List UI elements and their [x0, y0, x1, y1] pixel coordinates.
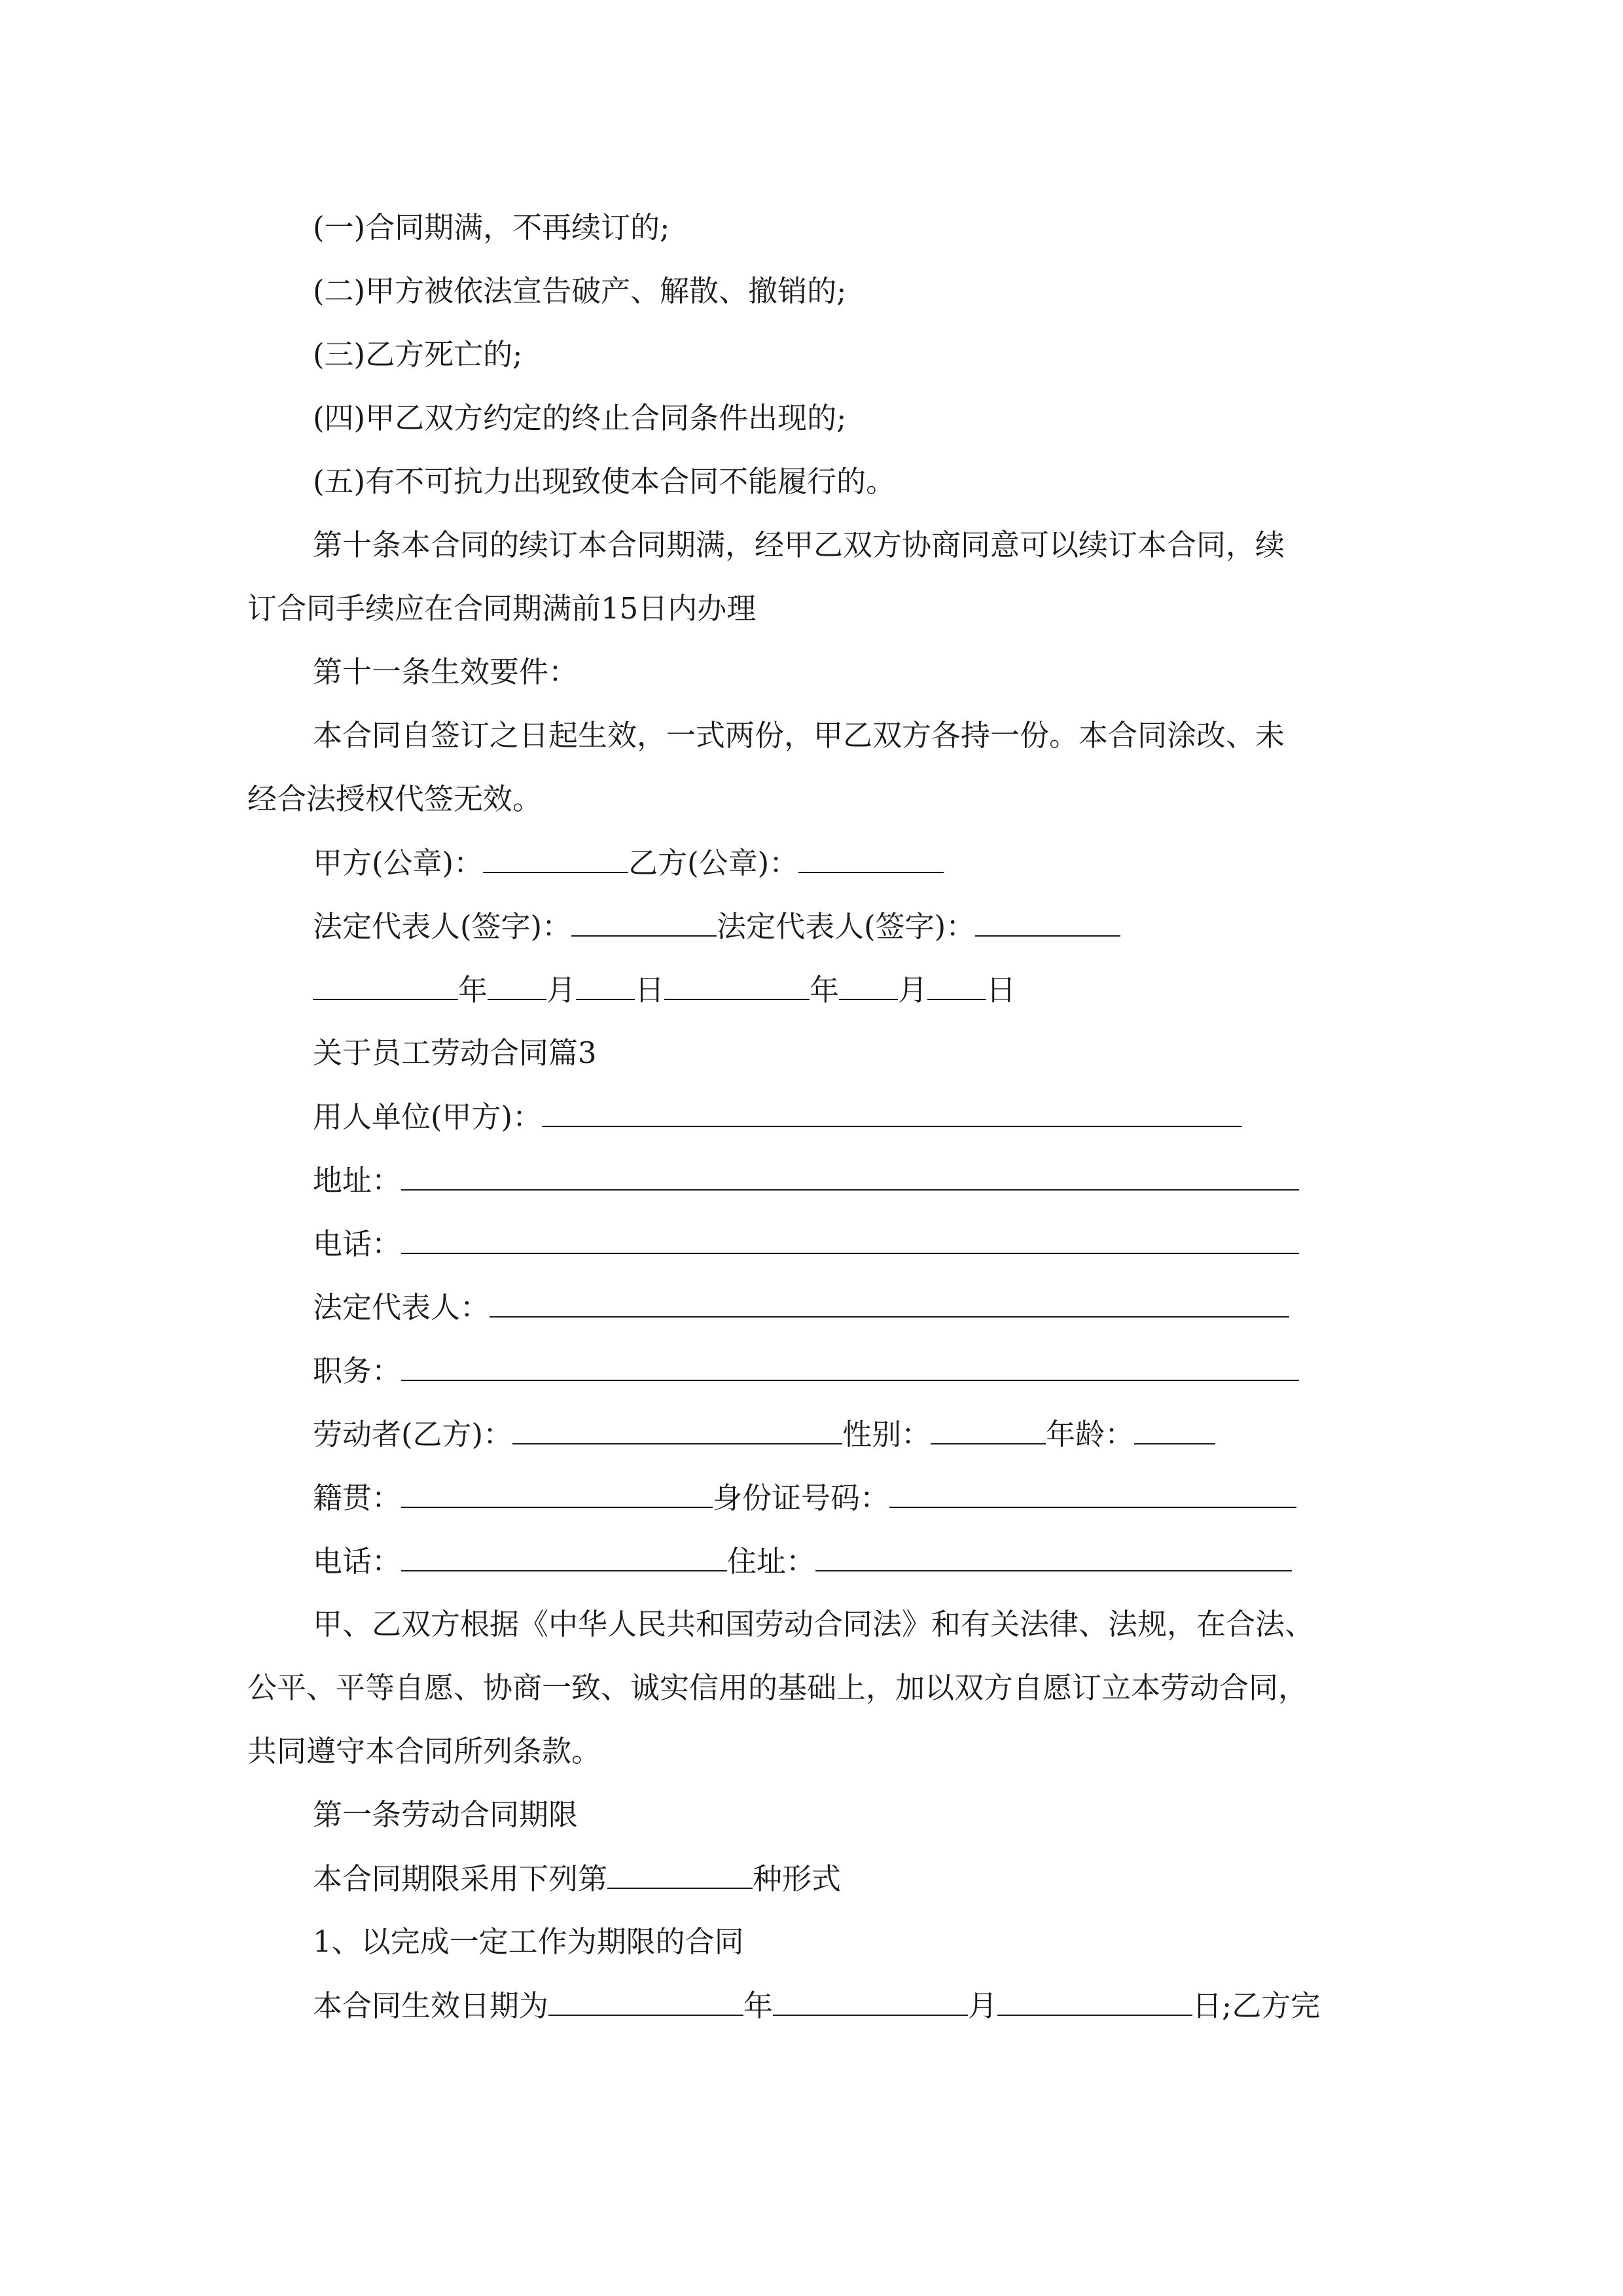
employer-label: 用人单位(甲方)： [313, 1100, 543, 1134]
legal-rep-sign-b-field[interactable] [975, 906, 1120, 937]
employer-field[interactable] [542, 1097, 1242, 1127]
year-label: 年 [458, 973, 488, 1007]
article-11-line-1: 本合同自签订之日起生效，一式两份，甲乙双方各持一份。本合同涂改、未 [313, 718, 1285, 753]
legal-rep-sign-b-label: 法定代表人(签字)： [717, 909, 976, 944]
effective-month-field[interactable] [773, 1986, 968, 2016]
gender-field[interactable] [931, 1414, 1046, 1444]
address-field[interactable] [401, 1160, 1299, 1191]
article-10-line-1: 第十条本合同的续订本合同期满，经甲乙双方协商同意可以续订本合同，续 [313, 528, 1285, 562]
term-form-field[interactable] [607, 1859, 753, 1889]
section-3-title: 关于员工劳动合同篇3 [313, 1035, 597, 1070]
seal-line [313, 843, 944, 882]
termination-item-3: (三)乙方死亡的; [313, 337, 523, 372]
term-form-suffix: 种形式 [753, 1861, 842, 1896]
phone-label: 电话： [313, 1227, 402, 1261]
position-field[interactable] [401, 1351, 1299, 1381]
party-b-seal-label: 乙方(公章)： [628, 846, 799, 880]
worker-line [313, 1414, 1215, 1454]
effective-year-field[interactable] [548, 1986, 743, 2016]
position-line [313, 1351, 1299, 1390]
article-11-title: 第十一条生效要件： [313, 655, 579, 689]
legal-rep-label: 法定代表人： [313, 1290, 490, 1325]
term-form-prefix: 本合同期限采用下列第 [313, 1861, 608, 1896]
effective-date-prefix: 本合同生效日期为 [313, 1988, 549, 2023]
sign-date-a-month-field[interactable] [488, 970, 546, 1000]
article-11-line-2: 经合法授权代签无效。 [247, 781, 543, 816]
gender-label: 性别： [842, 1417, 931, 1452]
preamble-line-2: 公平、平等自愿、协商一致、诚实信用的基础上，加以双方自愿订立本劳动合同， [247, 1670, 1308, 1705]
worker-label: 劳动者(乙方)： [313, 1417, 513, 1452]
day-label: 日 [986, 973, 1016, 1007]
id-number-field[interactable] [889, 1478, 1296, 1508]
legal-rep-field[interactable] [490, 1287, 1289, 1318]
phone2-label: 电话： [313, 1544, 402, 1579]
sign-date-b-month-field[interactable] [839, 970, 898, 1000]
phone-field[interactable] [401, 1224, 1299, 1254]
position-label: 职务： [313, 1354, 402, 1388]
residence-label: 住址： [727, 1544, 816, 1579]
address-line [313, 1160, 1299, 1200]
month-label: 月 [546, 973, 577, 1007]
day-label: 日 [635, 973, 665, 1007]
effective-month-label: 月 [968, 1988, 998, 2023]
native-place-line [313, 1478, 1296, 1517]
article-10-line-2: 订合同手续应在合同期满前15日内办理 [247, 591, 757, 626]
effective-day-field[interactable] [997, 1986, 1192, 2016]
effective-year-label: 年 [743, 1988, 774, 2023]
article-1-title: 第一条劳动合同期限 [313, 1797, 579, 1832]
legal-rep-sign-line [313, 906, 1120, 946]
term-option-1: 1、以完成一定工作为期限的合同 [313, 1924, 744, 1959]
party-b-seal-field[interactable] [798, 843, 944, 873]
phone2-field[interactable] [401, 1541, 727, 1571]
phone-line [313, 1224, 1299, 1263]
age-field[interactable] [1134, 1414, 1215, 1444]
legal-rep-sign-a-label: 法定代表人(签字)： [313, 909, 572, 944]
id-number-label: 身份证号码： [713, 1480, 890, 1515]
sign-date-a-year-field[interactable] [313, 970, 458, 1000]
termination-item-1: (一)合同期满，不再续订的; [313, 210, 670, 245]
residence-field[interactable] [815, 1541, 1292, 1571]
worker-field[interactable] [512, 1414, 842, 1444]
employer-line [313, 1097, 1242, 1136]
age-label: 年龄： [1046, 1417, 1135, 1452]
sign-date-b-day-field[interactable] [927, 970, 986, 1000]
party-a-seal-label: 甲方(公章)： [313, 846, 484, 880]
termination-item-2: (二)甲方被依法宣告破产、解散、撤销的; [313, 274, 847, 308]
term-form-line [313, 1859, 841, 1898]
phone2-line [313, 1541, 1292, 1581]
effective-date-line [313, 1986, 1320, 2025]
sign-date-line [313, 970, 1016, 1009]
sign-date-b-year-field[interactable] [664, 970, 810, 1000]
month-label: 月 [898, 973, 928, 1007]
termination-item-5: (五)有不可抗力出现致使本合同不能履行的。 [313, 464, 896, 499]
native-place-label: 籍贯： [313, 1480, 402, 1515]
sign-date-a-day-field[interactable] [576, 970, 635, 1000]
year-label: 年 [810, 973, 840, 1007]
preamble-line-1: 甲、乙双方根据《中华人民共和国劳动合同法》和有关法律、法规，在合法、 [313, 1607, 1315, 1641]
legal-rep-line [313, 1287, 1289, 1327]
party-a-seal-field[interactable] [483, 843, 628, 873]
native-place-field[interactable] [401, 1478, 713, 1508]
legal-rep-sign-a-field[interactable] [571, 906, 717, 937]
effective-day-tail: 日;乙方完 [1192, 1988, 1321, 2023]
termination-item-4: (四)甲乙双方约定的终止合同条件出现的; [313, 401, 847, 435]
address-label: 地址： [313, 1163, 402, 1198]
preamble-line-3: 共同遵守本合同所列条款。 [247, 1734, 601, 1768]
